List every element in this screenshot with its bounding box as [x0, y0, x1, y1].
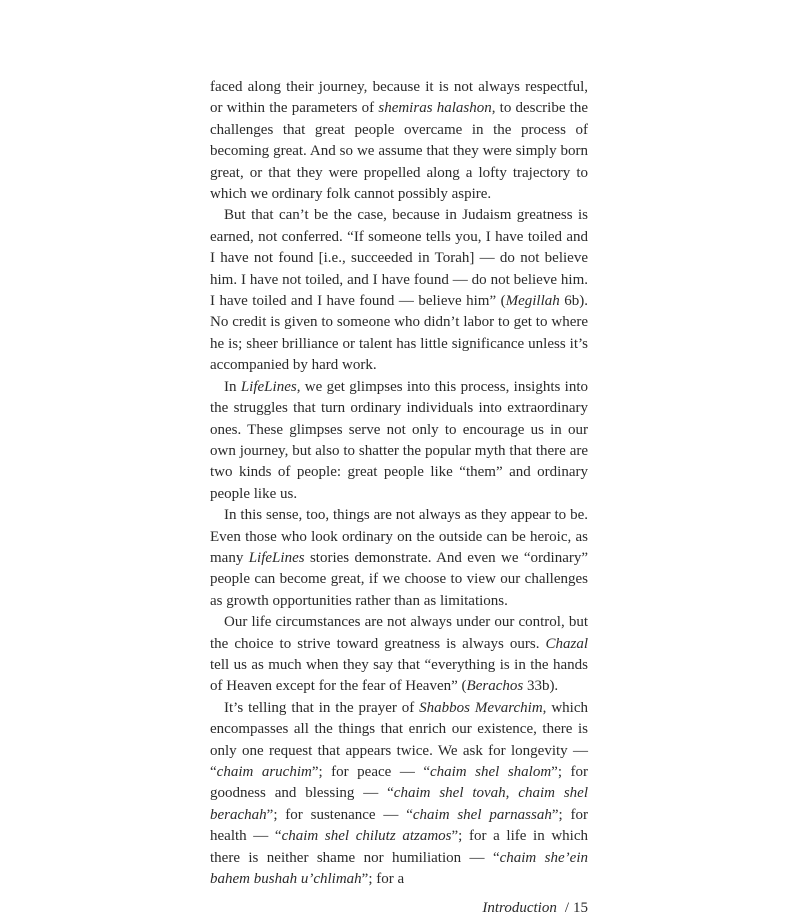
paragraph: [210, 205, 588, 376]
italic-text: chaim shel parnassah: [412, 806, 552, 823]
body-text: [210, 77, 588, 890]
italic-text: chaim she’ein bahem bushah u’chlimah: [210, 849, 588, 888]
paragraph: [210, 612, 588, 698]
text-run: tell us as much when they say that “everything is in the hands of Heaven except for the fear of Heaven” (: [210, 656, 588, 695]
text-run: 33b).: [523, 678, 559, 695]
italic-text: chaim aruchim: [216, 764, 312, 780]
italic-text: Shabbos Mevarchim: [419, 699, 543, 716]
text-run: ”; for a life in which there is neither shame nor humiliation — “: [210, 828, 588, 866]
text-run: faced along their journey, because it is not always respectful, or within the parameters of: [210, 79, 588, 117]
text-run: ”; for health — “: [210, 806, 588, 845]
text-run: ”; for a: [361, 871, 405, 888]
text-run: ”; for sustenance — “: [266, 806, 413, 823]
italic-text: chaim shel tovah, chaim shel berachah: [210, 785, 588, 823]
italic-text: chaim shel chilutz atzamos: [281, 828, 452, 845]
text-run: In this sense, too, things are not always as they appear to be. Even those who look ordinary on the outside can be heroic, as many: [210, 507, 588, 566]
italic-text: Berachos: [466, 678, 524, 695]
footer-separator: /: [564, 900, 569, 917]
text-run: In: [224, 378, 241, 395]
text-run: , we get glimpses into this process, insights into the struggles that turn ordinary individuals into extraordinary ones. These glimpses serve not only to encourage us in our own journey, but also to shatter the popular myth that there are two kinds of people: great people like “them” and ordinary people like us.: [210, 378, 589, 502]
text-run: 6b). No credit is given to someone who didn’t labor to get to where he is; sheer brilliance or talent has little significance unless it’s accompanied by hard work.: [210, 293, 588, 374]
paragraph: [210, 377, 588, 505]
text-run: , to describe the challenges that great people overcame in the process of becoming great. And so we assume that they were simply born great, or that they were propelled along a lofty trajectory to which we ordinary folk cannot possibly aspire.: [210, 100, 588, 203]
page-number: 15: [573, 900, 588, 917]
italic-text: LifeLines: [240, 378, 297, 395]
italic-text: shemiras halashon: [378, 100, 492, 117]
paragraph: [210, 698, 588, 891]
text-run: , which encompasses all the things that enrich our existence, there is only one request that appears twice. We ask for longevity — “: [210, 699, 588, 780]
text-run: But that can’t be the case, because in Judaism greatness is earned, not conferred. “If someone tells you, I have toiled and I have not found [i.e., succeeded in Torah] — do not believe him. I have not toiled, and I have found — do not believe him. I have toiled and I have found — believe him” (: [210, 207, 588, 310]
page-column: [210, 77, 588, 918]
text-run: ”; for goodness and blessing — “: [210, 764, 588, 802]
italic-text: Megillah: [505, 293, 560, 310]
paragraph: [210, 505, 588, 612]
text-run: It’s telling that in the prayer of: [224, 699, 420, 716]
italic-text: Chazal: [545, 635, 588, 652]
running-footer: [482, 898, 588, 918]
italic-text: chaim shel shalom: [429, 764, 552, 780]
text-run: stories demonstrate. And even we “ordinary” people can become great, if we choose to view our challenges as growth opportunities rather than as limitations.: [210, 549, 589, 609]
footer-section-title: Introduction: [482, 900, 557, 917]
text-run: Our life circumstances are not always under our control, but the choice to strive toward greatness is always ours.: [210, 614, 588, 652]
paragraph: [210, 77, 588, 205]
italic-text: LifeLines: [248, 549, 305, 566]
text-run: ”; for peace — “: [311, 764, 430, 780]
